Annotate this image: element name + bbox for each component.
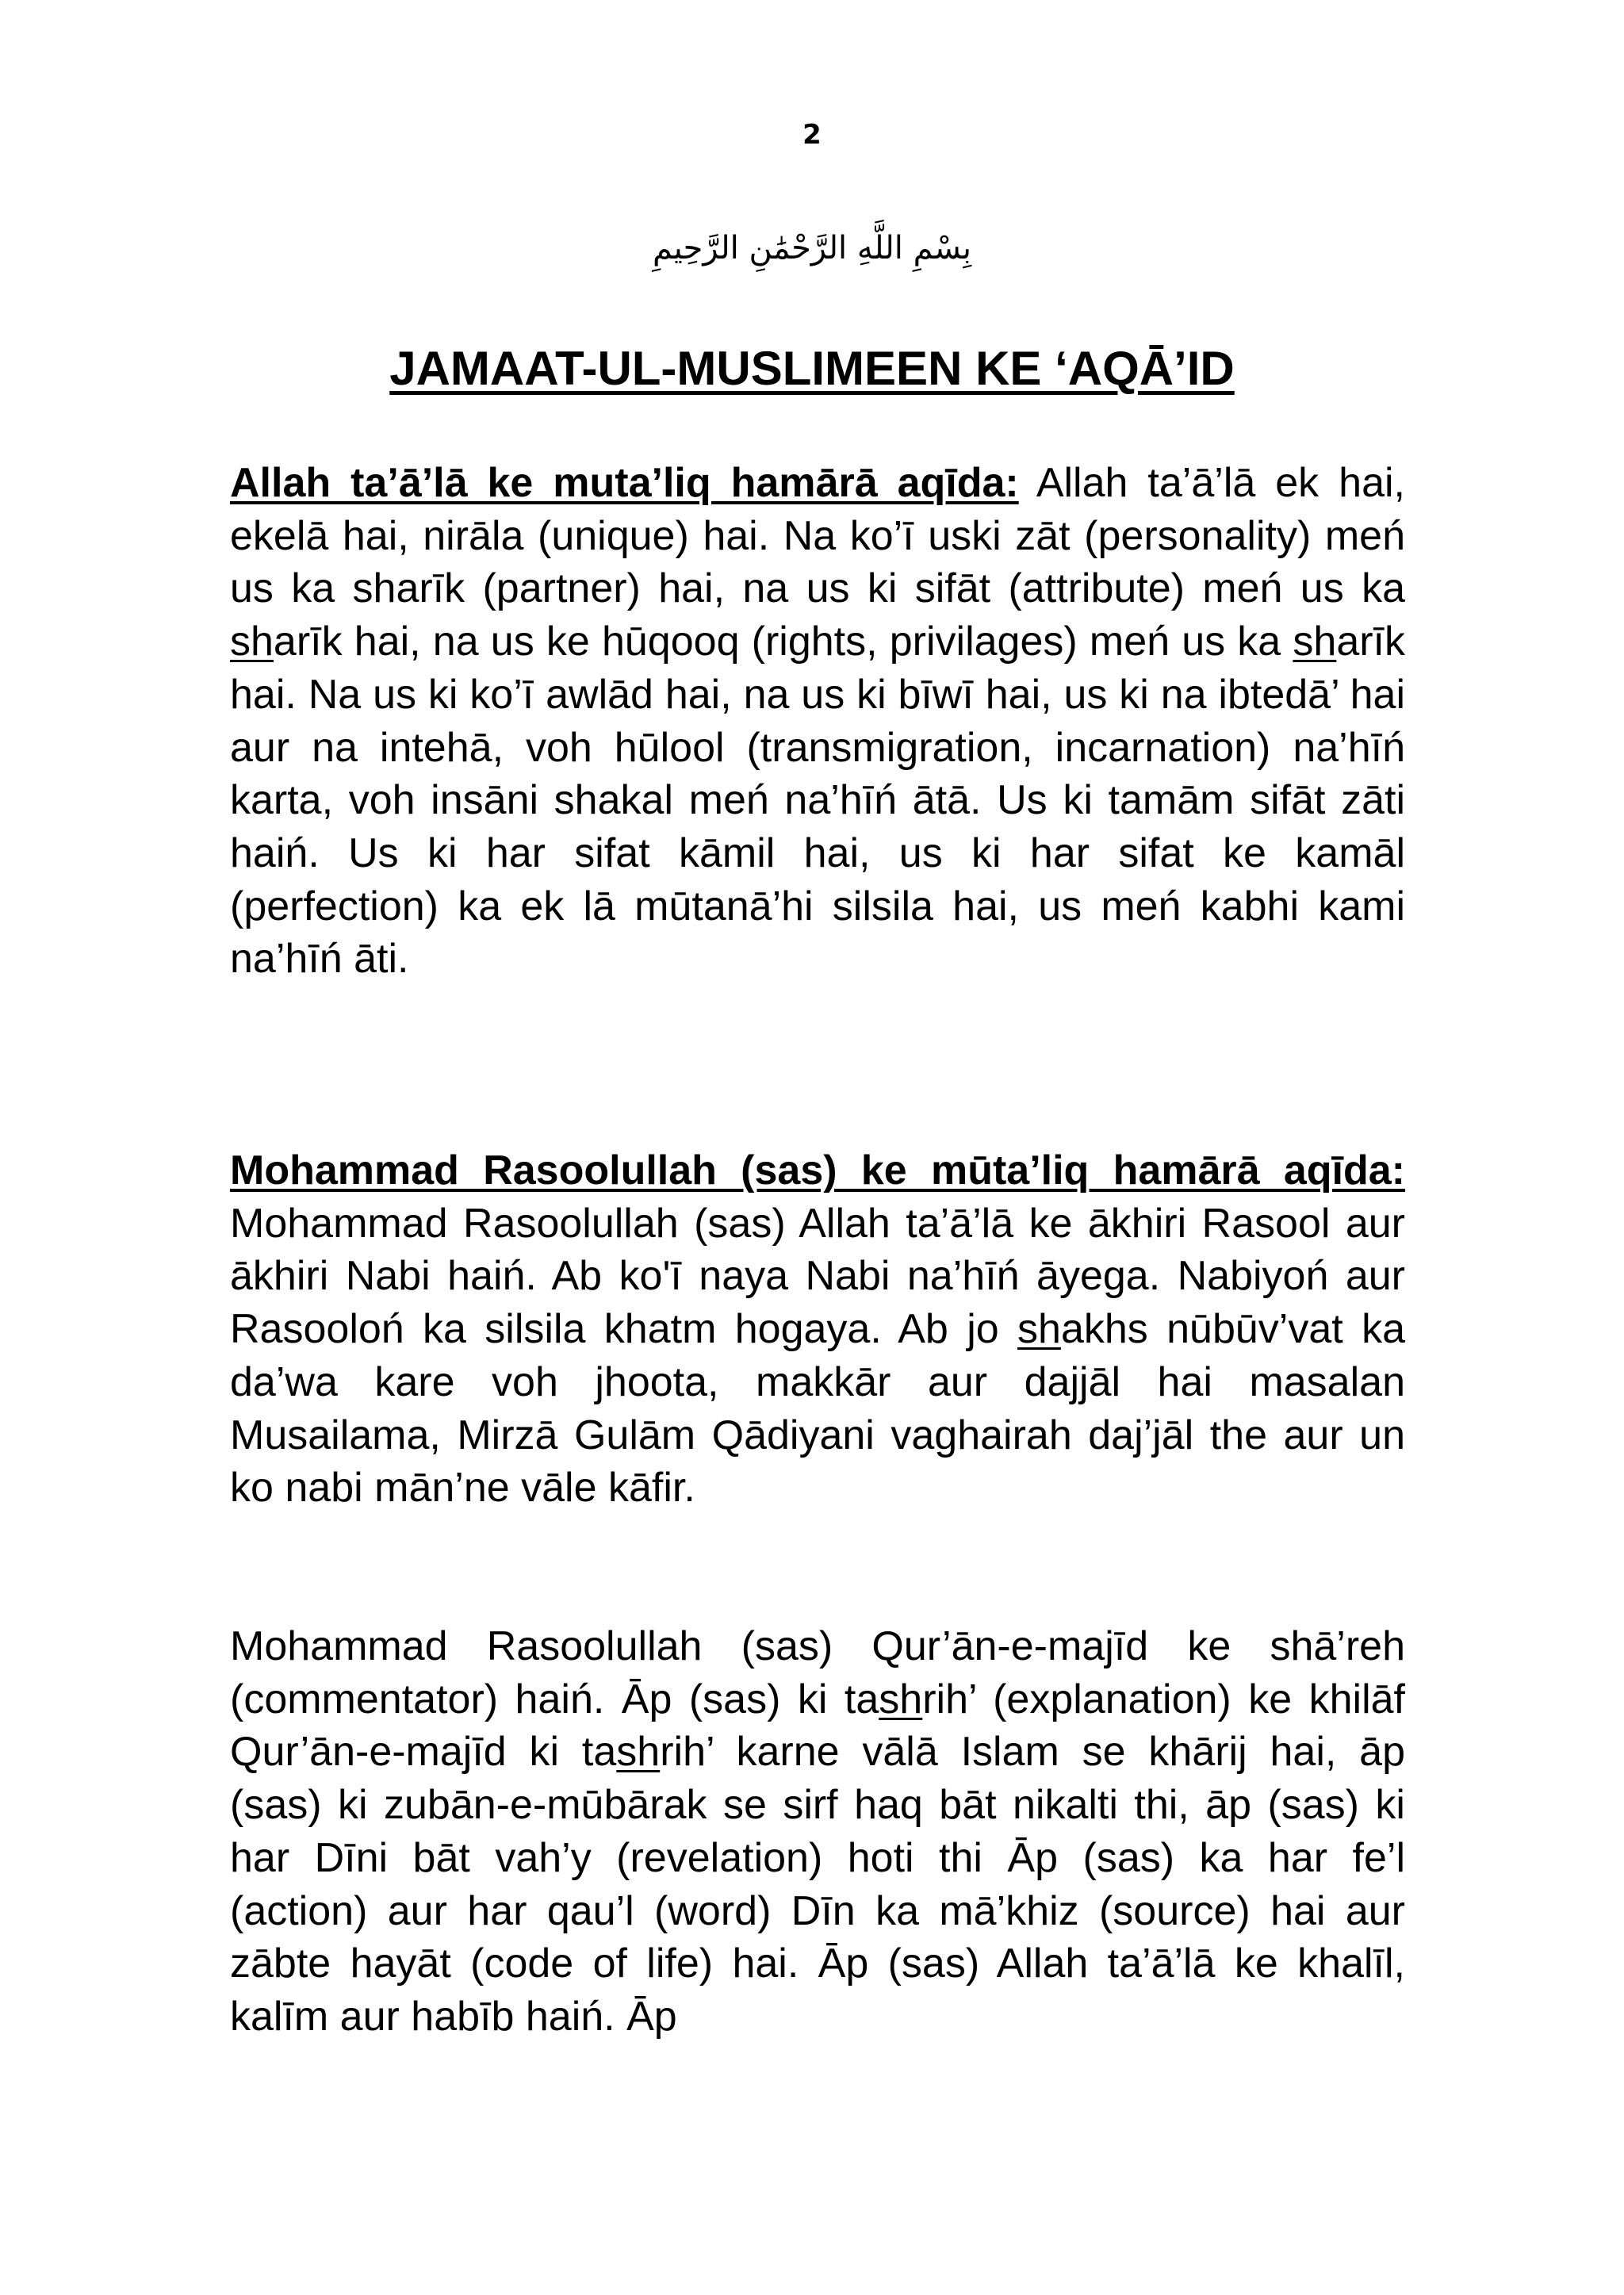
- paragraph-text: rih’ (explanation) ke khilāf Qur’ān-e-majīd ki ta: [230, 1676, 1405, 1776]
- underlined-text: sh: [230, 619, 274, 665]
- paragraph-text: Allah ta’ā’lā ek hai, ekelā hai, nirāla (unique) hai. Na ko’ī uski zāt (personality) meń us ka sharīk (partner) hai, na us ki sifāt (attribute) meń us ka: [230, 460, 1405, 612]
- paragraph-commentator: [230, 1620, 1405, 2044]
- paragraph-text: Mohammad Rasoolullah (sas) Qur’ān-e-majīd ke shā’reh (commentator) haiń. Āp (sas) ki ta: [230, 1623, 1405, 1722]
- underlined-text: sh: [1293, 619, 1337, 665]
- paragraph-text: arīk hai. Na us ki ko’ī awlād hai, na us ki bīwī hai, us ki na ibtedā’ hai aur na intehā, voh hūlool (transmigration, incarnation) na’hīń karta, voh insāni shakal meń na’hīń ātā. Us ki tamām sifāt zāti haiń. Us ki har sifat kāmil hai, us ki har sifat ke kamāl (perfection) ka ek lā mūtanā’hi silsila hai, us meń kabhi kami na’hīń āti.: [230, 619, 1405, 983]
- underlined-text: sh: [616, 1729, 661, 1776]
- underlined-text: sh: [1017, 1306, 1061, 1353]
- document-title: JAMAAT-UL-MUSLIMEEN KE ‘AQĀ’ID: [389, 342, 1235, 395]
- page-number: 2: [802, 119, 822, 151]
- bismillah-calligraphy: بِسْمِ اللَّهِ الرَّحْمَٰنِ الرَّحِيمِ: [652, 230, 972, 266]
- underlined-text: sh: [879, 1676, 923, 1722]
- paragraph-text: akhs nūbūv’vat ka da’wa kare voh jhoota, makkār aur dajjāl hai masalan Musailama, Mirzā Gulām Qādiyani vaghairah daj’jāl the aur un ko nabi mān’ne vāle kāfir.: [230, 1306, 1405, 1511]
- paragraph-text: Mohammad Rasoolullah (sas) Allah ta’ā’lā ke ākhiri Rasool aur ākhiri Nabi haiń. Ab ko'ī naya Nabi na’hīń āyega. Nabiyoń aur Rasooloń ka silsila khatm hogaya. Ab jo: [230, 1200, 1405, 1353]
- paragraph-text: arīk hai, na us ke hūqooq (rights, privilages) meń us ka: [273, 619, 1293, 665]
- paragraph-allah-aqida: [230, 457, 1405, 986]
- paragraph-rasool-aqida: [230, 1144, 1405, 1515]
- section-heading-allah: Allah ta’ā’lā ke muta’liq hamārā aqīda:: [230, 460, 1019, 506]
- section-heading-rasool: Mohammad Rasoolullah (sas) ke mūta’liq hamārā aqīda:: [230, 1148, 1405, 1193]
- paragraph-text: rih’ karne vālā Islam se khārij hai, āp (sas) ki zubān-e-mūbārak se sirf haq bāt nikalti thi, āp (sas) ki har Dīni bāt vah’y (revelation) hoti thi Āp (sas) ka har fe’l (action) aur har qau’l (word) Dīn ka mā’khiz (source) hai aur zābte hayāt (code of life) hai. Āp (sas) Allah ta’ā’lā ke khalīl, kalīm aur habīb haiń. Āp: [230, 1729, 1406, 2040]
